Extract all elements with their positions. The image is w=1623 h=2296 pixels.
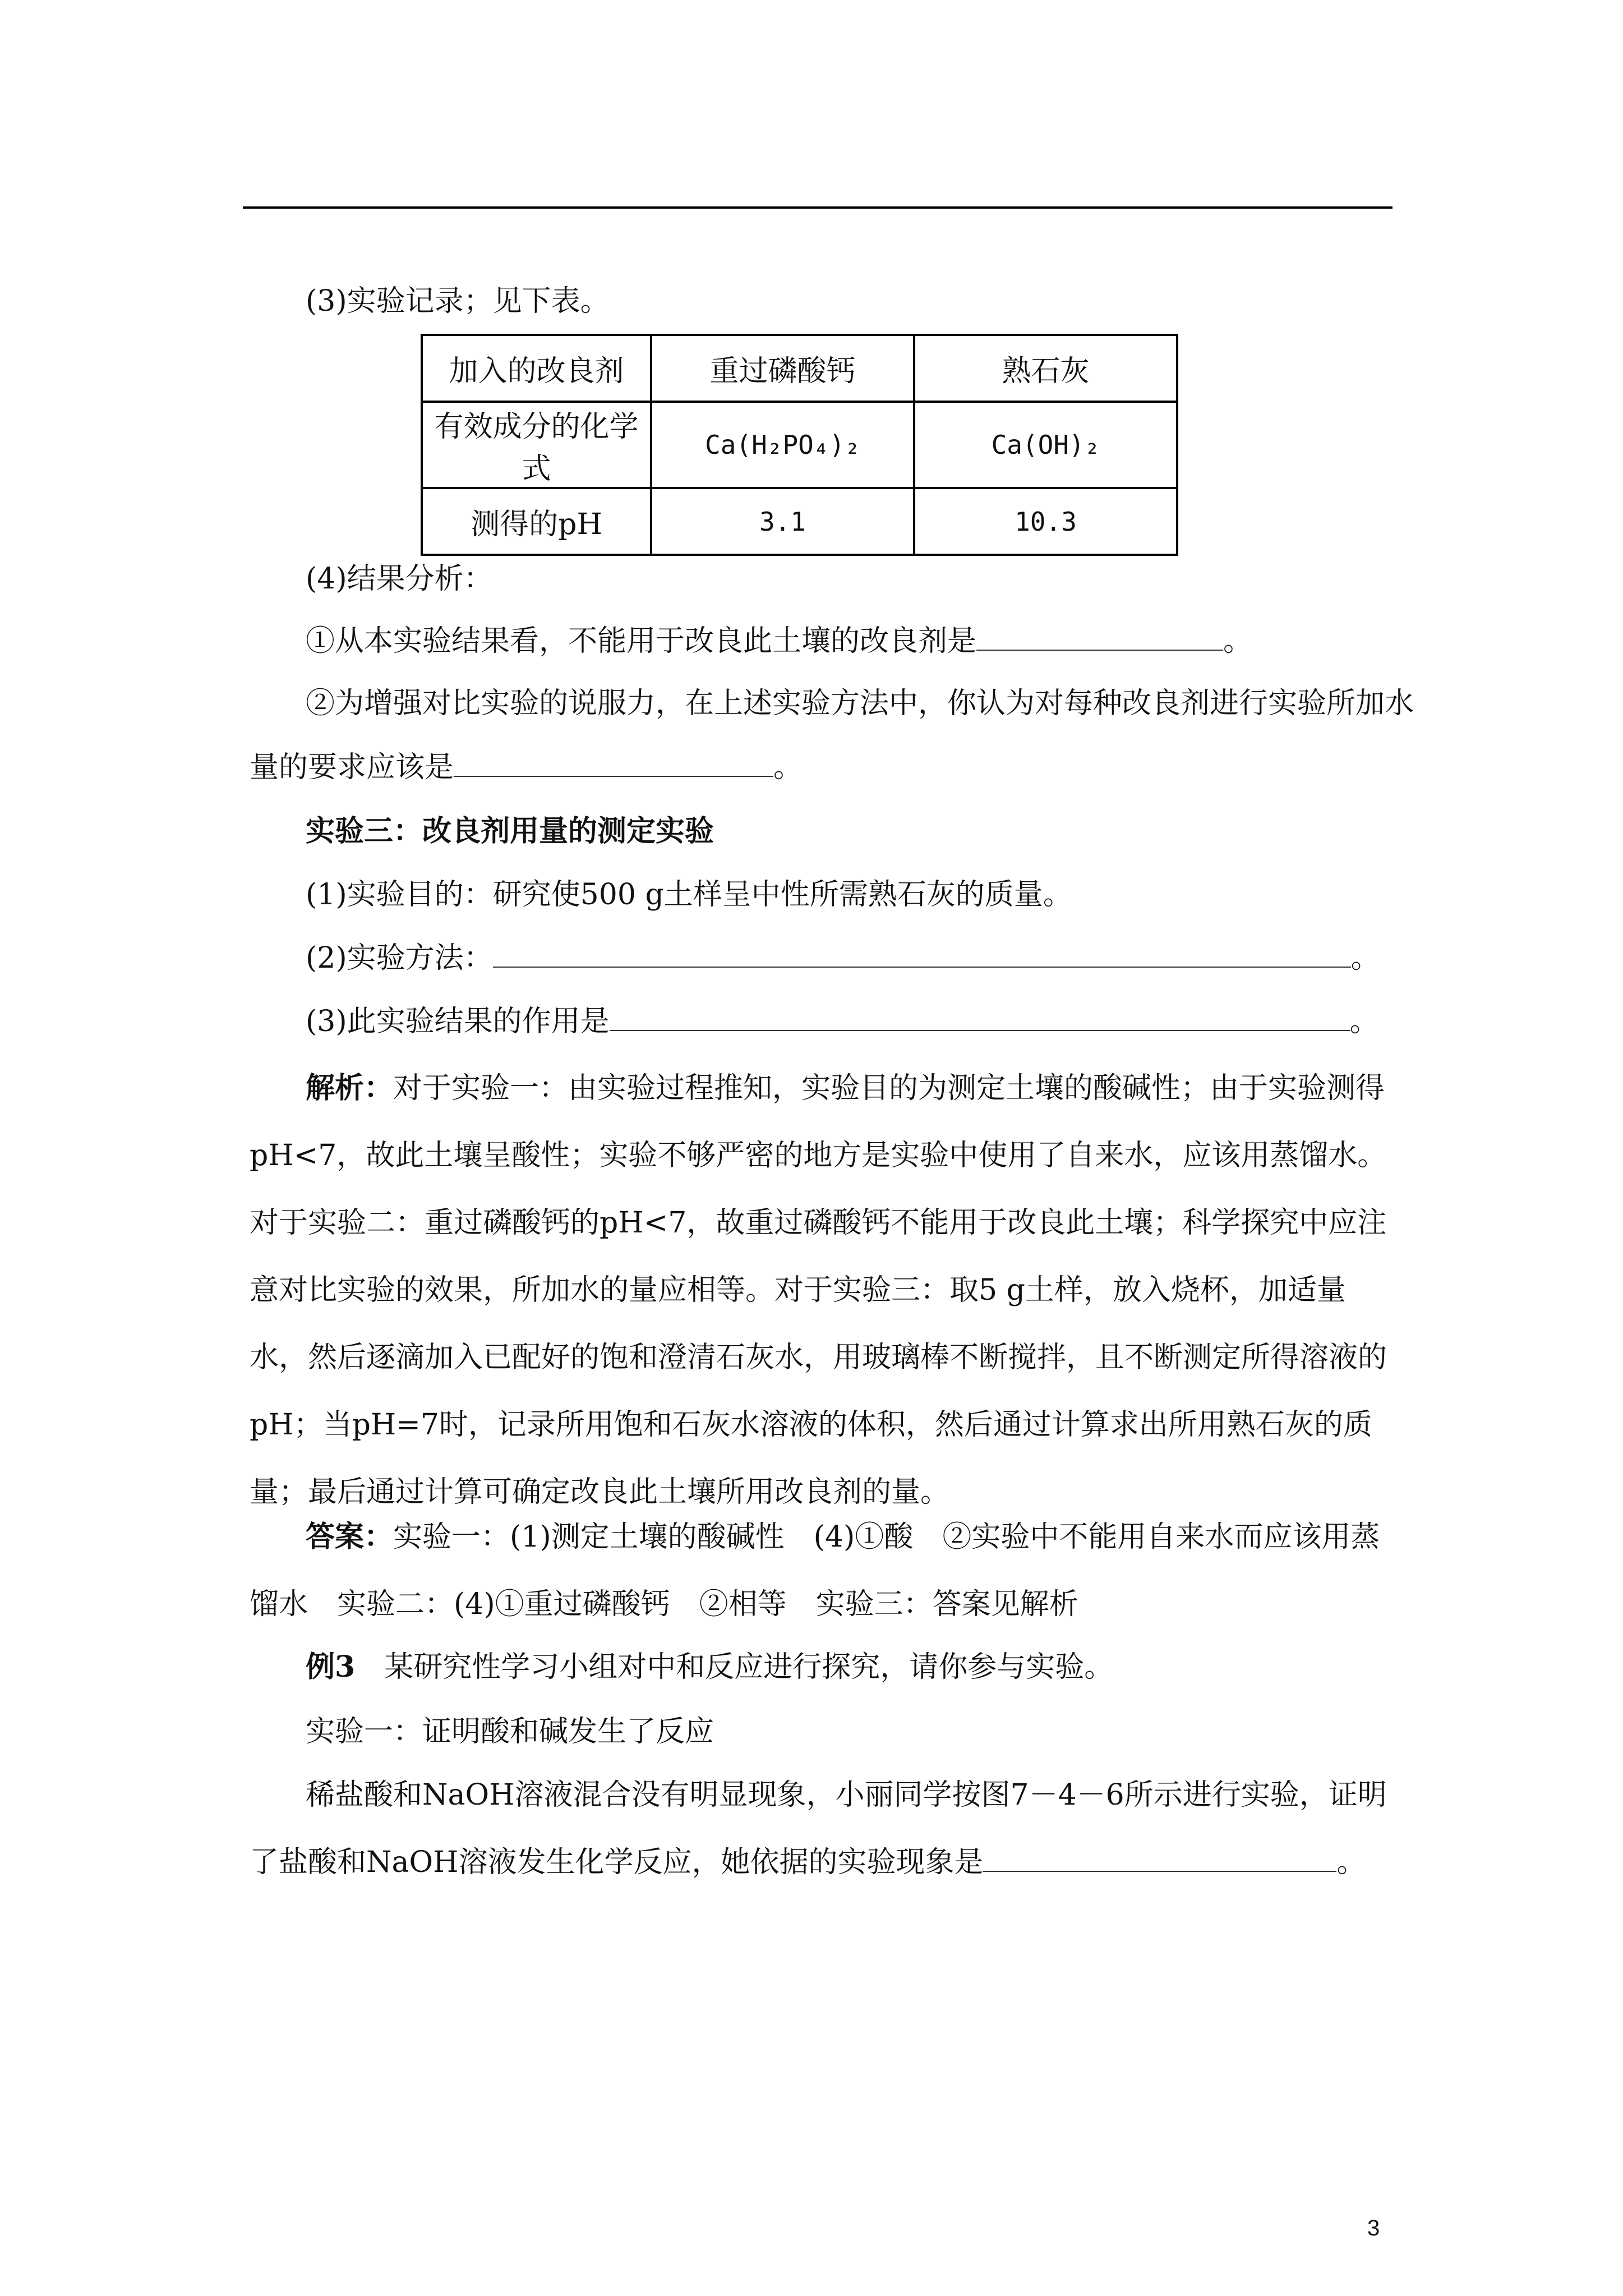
table-cell: Ca(OH)₂ bbox=[914, 402, 1177, 488]
table-cell: 熟石灰 bbox=[914, 335, 1177, 402]
method-label: (2)实验方法： bbox=[306, 941, 493, 975]
table-cell: 有效成分的化学式 bbox=[422, 402, 651, 488]
table-cell: 10.3 bbox=[914, 488, 1177, 555]
period: 。 bbox=[1223, 624, 1253, 658]
example-label: 例3 bbox=[306, 1650, 356, 1684]
experiment-3-effect bbox=[306, 1003, 1379, 1039]
table-row bbox=[422, 402, 1177, 488]
header-rule bbox=[243, 206, 1393, 209]
table-row bbox=[422, 335, 1177, 402]
answer-label: 答案： bbox=[306, 1520, 394, 1554]
question-2-line-2 bbox=[250, 749, 803, 785]
question-1 bbox=[306, 623, 1252, 659]
experiment-record-table bbox=[421, 334, 1178, 556]
page-number: 3 bbox=[1367, 2216, 1380, 2240]
experiment-3-method bbox=[306, 940, 1380, 976]
table-cell: 加入的改良剂 bbox=[422, 335, 651, 402]
effect-label: (3)此实验结果的作用是 bbox=[306, 1005, 610, 1038]
period: 。 bbox=[773, 751, 803, 784]
table-cell: 测得的pH bbox=[422, 488, 651, 555]
answer-blank[interactable] bbox=[454, 749, 773, 777]
experiment-3-title: 实验三：改良剂用量的测定实验 bbox=[306, 814, 714, 848]
experiment-1-paragraph bbox=[250, 1761, 1391, 1896]
answer-blank[interactable] bbox=[976, 623, 1223, 651]
period: 。 bbox=[1350, 941, 1380, 975]
period: 。 bbox=[1349, 1005, 1379, 1038]
analysis-paragraph bbox=[250, 1055, 1391, 1526]
analysis-text: 对于实验一：由实验过程推知，实验目的为测定土壤的酸碱性；由于实验测得pH<7，故此土壤呈酸性；实验不够严密的地方是实验中使用了自来水，应该用蒸馏水。对于实验二：重过磷酸钙的pH<7，故重过磷酸钙不能用于改良此土壤；科学探究中应注意对比实验的效果，所加水的量应相等。对于实验三：取5 g土样，放入烧杯，加适量水，然后逐滴加入已配好的饱和澄清石灰水，用玻璃棒不断搅拌，且不断测定所得溶液的pH；当pH=7时，记录所用饱和石灰水溶液的体积，然后通过计算求出所用熟石灰的质量；最后通过计算可确定改良此土壤所用改良剂的量。 bbox=[250, 1071, 1387, 1509]
table-cell: 3.1 bbox=[651, 488, 914, 555]
analysis-heading: (4)结果分析： bbox=[306, 562, 493, 596]
experiment-1-heading: 实验一：证明酸和碱发生了反应 bbox=[306, 1715, 714, 1749]
table-cell: Ca(H₂PO₄)₂ bbox=[651, 402, 914, 488]
answer-blank[interactable] bbox=[610, 1003, 1350, 1031]
record-intro: (3)实验记录；见下表。 bbox=[306, 284, 610, 318]
question-2-text: 量的要求应该是 bbox=[250, 751, 454, 784]
analysis-label: 解析： bbox=[306, 1071, 394, 1105]
period: 。 bbox=[1336, 1846, 1366, 1879]
experiment-1-text: 稀盐酸和NaOH溶液混合没有明显现象，小丽同学按图7－4－6所示进行实验，证明了盐酸和NaOH溶液发生化学反应，她依据的实验现象是 bbox=[250, 1778, 1387, 1879]
example-text: 某研究性学习小组对中和反应进行探究，请你参与实验。 bbox=[384, 1650, 1114, 1684]
experiment-3-purpose: (1)实验目的：研究使500 g土样呈中性所需熟石灰的质量。 bbox=[306, 878, 1072, 912]
answer-blank[interactable] bbox=[983, 1844, 1336, 1872]
answer-text: 实验一：(1)测定土壤的酸碱性 (4)①酸 ②实验中不能用自来水而应该用蒸馏水 实验二：(4)①重过磷酸钙 ②相等 实验三：答案见解析 bbox=[250, 1520, 1380, 1621]
example-3 bbox=[306, 1649, 1113, 1685]
question-1-text: ①从本实验结果看，不能用于改良此土壤的改良剂是 bbox=[306, 624, 977, 658]
answer-blank[interactable] bbox=[493, 940, 1351, 968]
experiment-3-heading bbox=[306, 813, 714, 849]
question-2-line-1: ②为增强对比实验的说服力，在上述实验方法中，你认为对每种改良剂进行实验所加水 bbox=[306, 687, 1414, 720]
table-cell: 重过磷酸钙 bbox=[651, 335, 914, 402]
answer-paragraph bbox=[250, 1503, 1391, 1638]
table-row bbox=[422, 488, 1177, 555]
